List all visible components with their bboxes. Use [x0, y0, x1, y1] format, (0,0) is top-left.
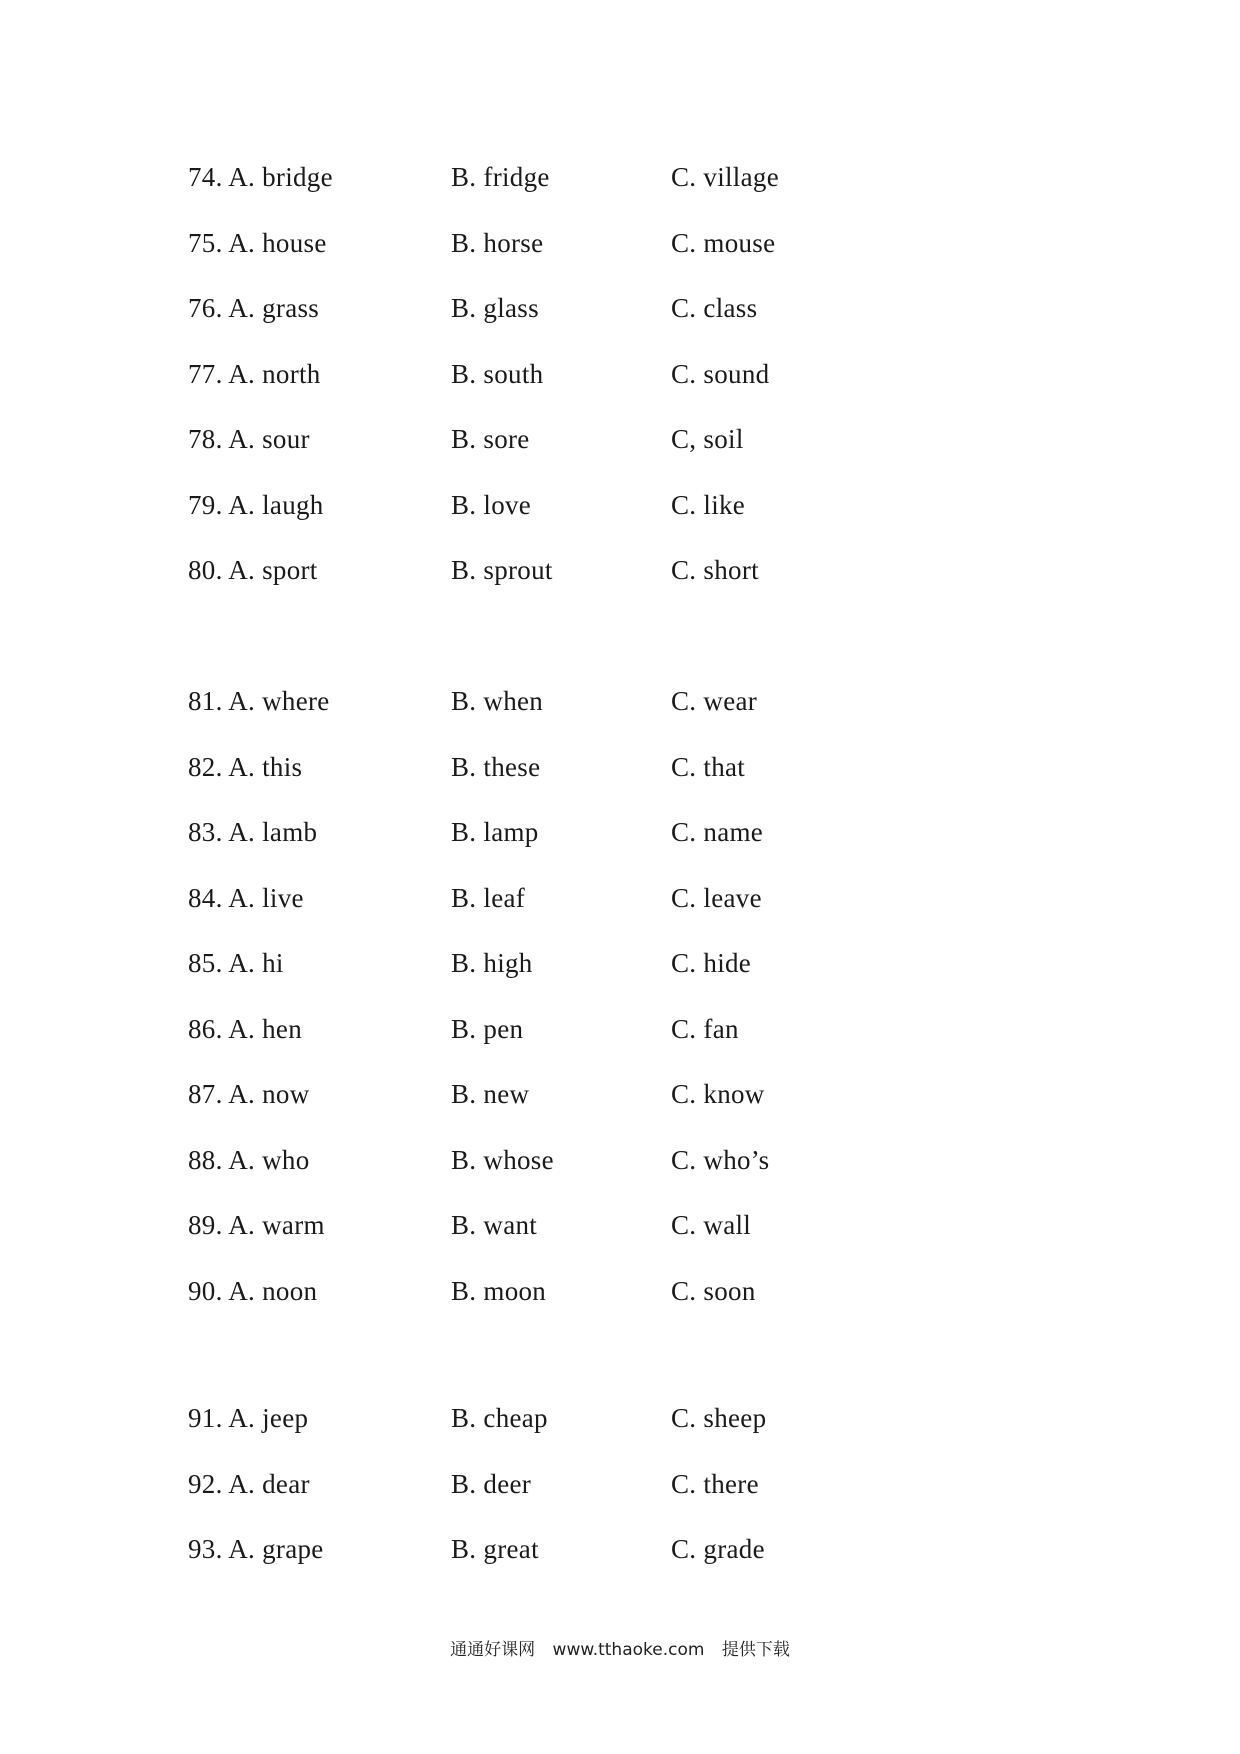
- option-c: C. class: [671, 293, 758, 323]
- option-b: B. south: [451, 358, 544, 389]
- option-b: B. lamp: [451, 817, 539, 847]
- option-a: 79. A. laugh: [188, 489, 324, 520]
- question-row: [0, 291, 1240, 357]
- question-row: [0, 357, 1240, 423]
- option-a: 85. A. hi: [188, 948, 284, 978]
- question-row: [0, 226, 1240, 292]
- question-group-81-90: [0, 684, 1240, 1339]
- option-b: B. love: [451, 489, 532, 520]
- option-c: C. village: [671, 162, 779, 192]
- option-a: 88. A. who: [188, 1144, 310, 1175]
- option-b: B. great: [451, 1534, 539, 1564]
- question-row: [0, 1274, 1240, 1340]
- option-b: B. pen: [451, 1013, 524, 1044]
- option-a: 78. A. sour: [188, 424, 310, 454]
- option-c: C. wear: [671, 686, 758, 716]
- option-a: 80. A. sport: [188, 555, 318, 585]
- question-group-74-80: [0, 160, 1240, 619]
- option-c: C. sound: [671, 358, 770, 389]
- option-b: B. whose: [451, 1144, 554, 1175]
- option-a: 87. A. now: [188, 1079, 310, 1109]
- option-b: B. fridge: [451, 162, 550, 192]
- question-row: [0, 1012, 1240, 1078]
- question-row: [0, 1143, 1240, 1209]
- option-a: 83. A. lamb: [188, 817, 318, 847]
- option-b: B. deer: [451, 1468, 532, 1499]
- option-c: C. wall: [671, 1210, 752, 1240]
- option-b: B. cheap: [451, 1403, 548, 1433]
- option-b: B. moon: [451, 1275, 547, 1306]
- option-b: B. when: [451, 686, 544, 716]
- option-b: B. horse: [451, 227, 544, 258]
- question-row: [0, 488, 1240, 554]
- option-c: C. that: [671, 751, 746, 782]
- question-row: [0, 946, 1240, 1012]
- option-b: B. high: [451, 948, 533, 978]
- option-a: 75. A. house: [188, 227, 327, 258]
- option-a: 90. A. noon: [188, 1275, 318, 1306]
- question-row: [0, 750, 1240, 816]
- option-a: 89. A. warm: [188, 1210, 325, 1240]
- option-c: C. grade: [671, 1534, 765, 1564]
- option-b: B. leaf: [451, 882, 526, 913]
- question-row: [0, 815, 1240, 881]
- option-a: 81. A. where: [188, 686, 330, 716]
- question-group-91-93: [0, 1401, 1240, 1598]
- option-c: C. soon: [671, 1275, 756, 1306]
- option-c: C. mouse: [671, 227, 776, 258]
- option-c: C. like: [671, 489, 746, 520]
- option-c: C. there: [671, 1468, 759, 1499]
- question-row: [0, 1401, 1240, 1467]
- footer-url: www.tthaoke.com: [552, 1640, 705, 1660]
- question-row: [0, 1077, 1240, 1143]
- option-a: 86. A. hen: [188, 1013, 302, 1044]
- question-row: [0, 553, 1240, 619]
- question-row: [0, 1532, 1240, 1598]
- option-b: B. glass: [451, 293, 539, 323]
- footer-download-text: 提供下载: [721, 1640, 790, 1660]
- option-c: C. who’s: [671, 1144, 770, 1175]
- option-b: B. these: [451, 751, 541, 782]
- option-c: C. hide: [671, 948, 752, 978]
- option-a: 76. A. grass: [188, 293, 320, 323]
- question-row: [0, 422, 1240, 488]
- option-a: 77. A. north: [188, 358, 321, 389]
- question-row: [0, 160, 1240, 226]
- option-c: C. sheep: [671, 1403, 767, 1433]
- page-footer: [0, 1635, 1240, 1660]
- footer-site-name: 通通好课网: [450, 1640, 536, 1660]
- question-row: [0, 684, 1240, 750]
- option-c: C. know: [671, 1079, 765, 1109]
- question-row: [0, 1208, 1240, 1274]
- question-row: [0, 1467, 1240, 1533]
- option-c: C, soil: [671, 424, 744, 454]
- option-a: 82. A. this: [188, 751, 303, 782]
- option-b: B. want: [451, 1210, 538, 1240]
- question-row: [0, 881, 1240, 947]
- option-c: C. short: [671, 555, 759, 585]
- option-a: 91. A. jeep: [188, 1403, 309, 1433]
- option-b: B. sprout: [451, 555, 553, 585]
- option-b: B. sore: [451, 424, 530, 454]
- option-c: C. name: [671, 817, 764, 847]
- option-b: B. new: [451, 1079, 530, 1109]
- option-a: 93. A. grape: [188, 1534, 324, 1564]
- option-c: C. fan: [671, 1013, 739, 1044]
- option-c: C. leave: [671, 882, 762, 913]
- option-a: 84. A. live: [188, 882, 304, 913]
- option-a: 92. A. dear: [188, 1468, 310, 1499]
- option-a: 74. A. bridge: [188, 162, 333, 192]
